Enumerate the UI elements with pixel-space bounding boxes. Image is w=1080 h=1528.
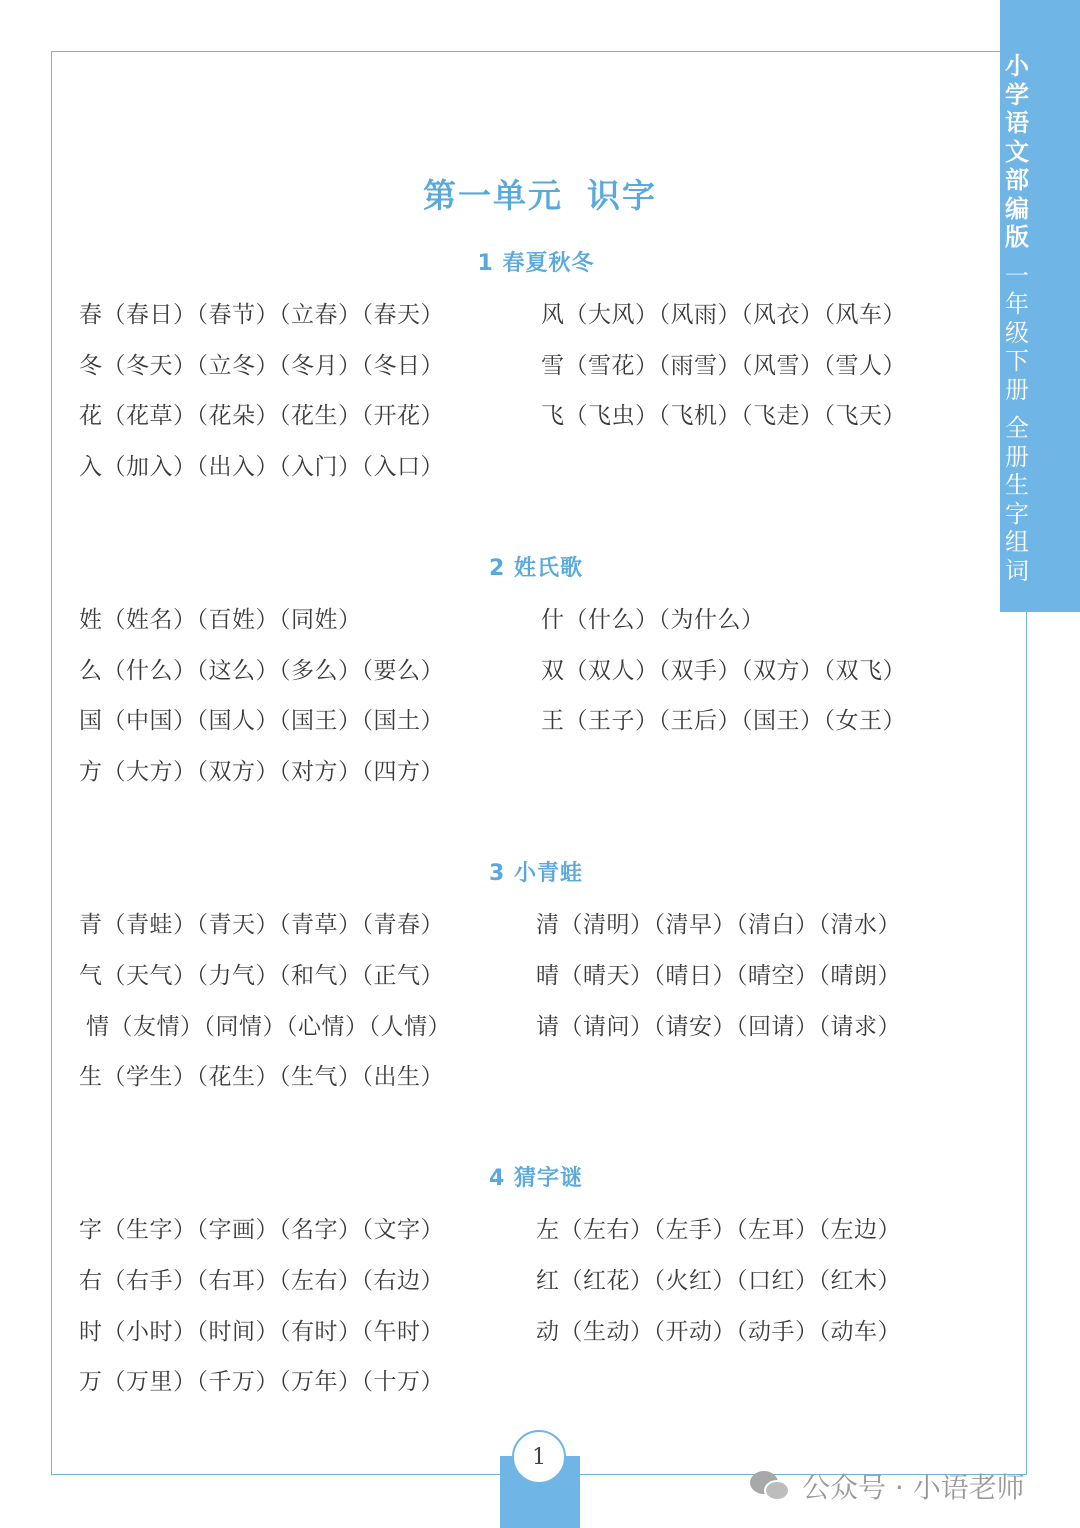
unit-title-sub: 识字 xyxy=(587,176,657,215)
word-row: 右（右手）（右耳）（左右）（右边） xyxy=(79,1268,444,1294)
side-tab-grade-text: 一 年 级 下 册 xyxy=(1005,261,1029,404)
word-row: 么（什么）（这么）（多么）（要么） xyxy=(79,658,444,684)
word-row: 生（学生）（花生）（生气）（出生） xyxy=(79,1064,444,1090)
lesson-title-2: 2 姓氏歌 xyxy=(489,556,583,581)
word-row: 雪（雪花）（雨雪）（风雪）（雪人） xyxy=(541,353,906,379)
word-row: 春（春日）（春节）（立春）（春天） xyxy=(79,302,444,328)
word-row: 左（左右）（左手）（左耳）（左边） xyxy=(536,1217,901,1243)
unit-title-main: 第一单元 xyxy=(423,176,563,215)
page-number: 1 xyxy=(512,1430,566,1484)
word-row: 姓（姓名）（百姓）（同姓） xyxy=(79,607,362,633)
word-row: 晴（晴天）（晴日）（晴空）（晴朗） xyxy=(536,963,901,989)
word-row: 气（天气）（力气）（和气）（正气） xyxy=(79,963,444,989)
word-row: 王（王子）（王后）（国王）（女王） xyxy=(541,708,906,734)
watermark-text: 公众号 · 小语老师 xyxy=(802,1471,1025,1504)
lesson-title-3: 3 小青蛙 xyxy=(489,861,583,886)
word-row: 飞（飞虫）（飞机）（飞走）（飞天） xyxy=(541,403,906,429)
word-row: 字（生字）（字画）（名字）（文字） xyxy=(79,1217,444,1243)
word-row: 花（花草）（花朵）（花生）（开花） xyxy=(79,403,444,429)
word-row: 方（大方）（双方）（对方）（四方） xyxy=(79,759,444,785)
word-row: 风（大风）（风雨）（风衣）（风车） xyxy=(541,302,906,328)
side-tab-bold-text: 小 学 语 文 部 编 版 xyxy=(1005,52,1029,251)
wechat-icon xyxy=(750,1469,792,1503)
word-row: 冬（冬天）（立冬）（冬月）（冬日） xyxy=(79,353,444,379)
word-row: 入（加入）（出入）（入门）（入口） xyxy=(79,454,444,480)
word-row: 万（万里）（千万）（万年）（十万） xyxy=(79,1369,444,1395)
word-row: 时（小时）（时间）（有时）（午时） xyxy=(79,1319,444,1345)
word-row: 青（青蛙）（青天）（青草）（青春） xyxy=(79,912,444,938)
word-row: 双（双人）（双手）（双方）（双飞） xyxy=(541,658,906,684)
lesson-title-1: 1 春夏秋冬 xyxy=(477,251,595,276)
side-tab-text xyxy=(1003,52,1031,585)
word-row: 动（生动）（开动）（动手）（动车） xyxy=(536,1319,901,1345)
word-row: 请（请问）（请安）（回请）（请求） xyxy=(536,1014,901,1040)
unit-title xyxy=(0,170,1080,217)
lesson-title-4: 4 猜字谜 xyxy=(489,1166,583,1191)
side-tab-subtitle-text: 全 册 生 字 组 词 xyxy=(1005,414,1029,585)
watermark xyxy=(750,1466,1025,1506)
word-row: 红（红花）（火红）（口红）（红木） xyxy=(536,1268,901,1294)
word-row: 清（清明）（清早）（清白）（清水） xyxy=(536,912,901,938)
word-row: 国（中国）（国人）（国王）（国土） xyxy=(79,708,444,734)
word-row: 情（友情）（同情）（心情）（人情） xyxy=(86,1014,451,1040)
word-row: 什（什么）（为什么） xyxy=(541,607,765,633)
